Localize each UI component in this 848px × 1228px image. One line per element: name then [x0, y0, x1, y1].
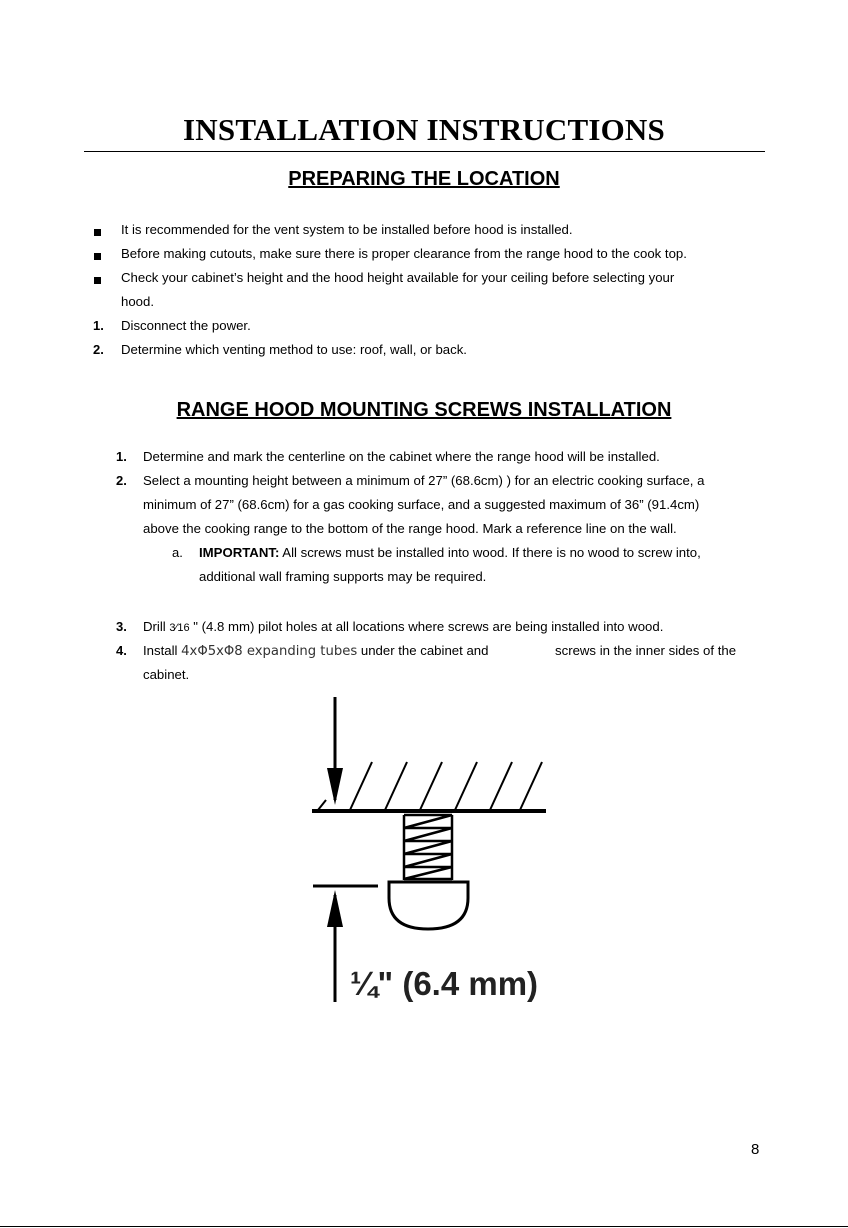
down-arrow-icon: [327, 768, 343, 805]
cabinet-hatching: [318, 762, 542, 810]
step-number: 4.: [116, 643, 127, 658]
up-arrow-icon: [327, 890, 343, 927]
page-title: INSTALLATION INSTRUCTIONS: [183, 112, 665, 147]
step-number: 3.: [116, 619, 127, 634]
drill-fraction: 3⁄16: [169, 622, 190, 634]
step-text-end: screws in the inner sides of the: [555, 643, 737, 658]
step-number: 2.: [116, 473, 127, 488]
step-text: Determine and mark the centerline on the cabinet where the range hood will be installed.: [143, 449, 660, 464]
step-text: Select a mounting height between a minimum of 27” (68.6cm) ) for an electric cooking surface, a: [143, 473, 705, 488]
section-heading-mounting-screws: RANGE HOOD MOUNTING SCREWS INSTALLATION: [176, 399, 672, 421]
expanding-tubes-spec: 4xΦ5xΦ8 expanding tubes: [181, 644, 358, 659]
bullet-text: Check your cabinet’s height and the hood height available for your ceiling before selecting your: [121, 270, 675, 285]
screw-thread: [404, 815, 452, 879]
important-note-continued: additional wall framing supports may be required.: [199, 569, 487, 584]
page-bottom-border: [0, 1226, 848, 1227]
step-text: Disconnect the power.: [121, 318, 251, 333]
bullet-text: It is recommended for the vent system to be installed before hood is installed.: [121, 222, 573, 237]
step-text: Determine which venting method to use: roof, wall, or back.: [121, 342, 467, 357]
step-text-continued: above the cooking range to the bottom of the range hood. Mark a reference line on the wall.: [143, 521, 677, 536]
screw-head: [389, 882, 468, 929]
step-number: 2.: [93, 342, 104, 357]
step-text-prefix: Drill: [143, 619, 170, 634]
step-text-continued: cabinet.: [143, 667, 190, 682]
step-text-continued: minimum of 27” (68.6cm) for a gas cooking surface, and a suggested maximum of 36” (91.4cm): [143, 497, 700, 512]
step-text-suffix: " (4.8 mm) pilot holes at all locations where screws are being installed into wood.: [189, 619, 664, 634]
bullet-text: Before making cutouts, make sure there is proper clearance from the range hood to the cook top.: [121, 246, 687, 261]
gap-dimension-label: ¼" (6.4 mm): [350, 965, 539, 1002]
step-number: 1.: [93, 318, 104, 333]
important-text: All screws must be installed into wood. If there is no wood to screw into,: [279, 545, 701, 560]
important-label: IMPORTANT:: [199, 545, 280, 560]
sub-step-letter: a.: [172, 545, 183, 560]
step-text-middle: under the cabinet and: [357, 643, 489, 658]
bullet-text-continued: hood.: [121, 294, 155, 309]
step-text-prefix: Install: [143, 643, 182, 658]
page-number: 8: [751, 1141, 760, 1158]
section-heading-preparing-location: PREPARING THE LOCATION: [288, 168, 560, 190]
step-number: 1.: [116, 449, 127, 464]
